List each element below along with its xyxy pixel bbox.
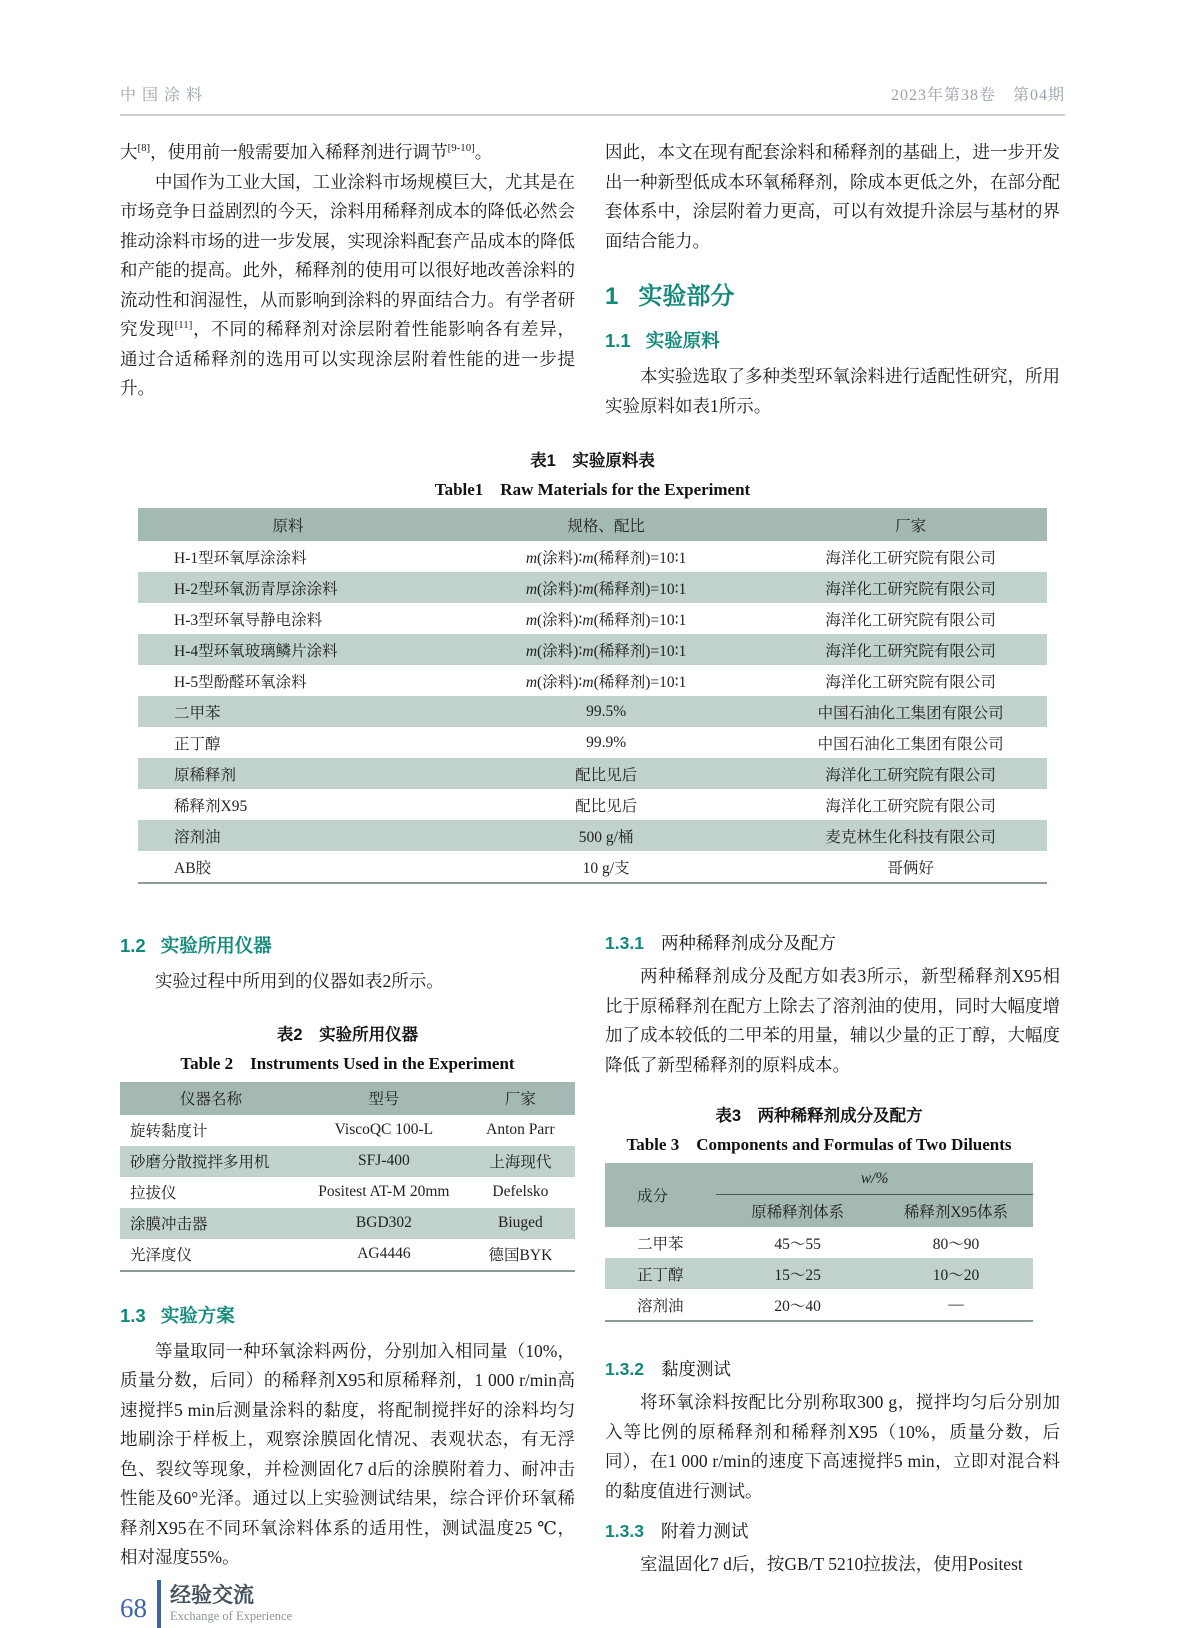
section-heading-1-1: [605, 327, 1060, 353]
table-cell: 15～25: [716, 1258, 879, 1289]
table1-caption: [138, 447, 1047, 500]
section-heading-1-3-2: [605, 1356, 1060, 1381]
paragraph: 本实验选取了多种类型环氧涂料进行适配性研究，所用实验原料如表1所示。: [605, 366, 1060, 416]
table-cell: 海洋化工研究院有限公司: [825, 797, 996, 815]
page-footer: [120, 1580, 1065, 1628]
table2-caption-en: Table 2 Instruments Used in the Experiment: [180, 1053, 515, 1073]
table-cell: 海洋化工研究院有限公司: [774, 758, 1047, 789]
footer-column-zh: 经验交流: [170, 1583, 254, 1607]
top-columns: [120, 138, 1065, 421]
table-cell: 德国BYK: [488, 1247, 553, 1264]
table-row: [138, 696, 1047, 727]
table-row: [605, 1227, 1033, 1258]
table-row: [138, 820, 1047, 851]
table-cell: 10 g/支: [582, 859, 630, 877]
table3-caption-zh: 表3 两种稀释剂成分及配方: [715, 1107, 923, 1125]
footer-column-en: Exchange of Experience: [170, 1608, 293, 1623]
section-number: 1.1: [605, 330, 631, 351]
table-cell: H-5型酚醛环氧涂料: [174, 673, 307, 691]
table-cell: 旋转黏度计: [130, 1123, 208, 1140]
section-number: 1.3.1: [605, 933, 644, 953]
section-number: 1.3.2: [605, 1359, 644, 1379]
table-cell: 45～55: [774, 1235, 821, 1253]
issue-info: 2023年第38卷 第04期: [890, 87, 1065, 104]
journal-name: 中国涂料: [120, 87, 209, 104]
section-title: 黏度测试: [660, 1359, 731, 1379]
table-cell: H-4型环氧玻璃鳞片涂料: [138, 634, 438, 665]
column-header: 厂家: [466, 1082, 575, 1115]
table-cell: 海洋化工研究院有限公司: [825, 549, 996, 567]
table-cell: 二甲苯: [138, 696, 438, 727]
table3: [605, 1163, 1033, 1322]
table-cell: 涂膜冲击器: [120, 1208, 302, 1239]
paragraph: 将环氧涂料按配比分别称取300 g，搅拌均匀后分别加入等比例的原稀释剂和稀释剂X95（10%，质量分数，后同），在1 000 r/min的速度下高速搅拌5 min，立即对混合料的黏度值进行测试。: [605, 1392, 1060, 1501]
table-row: [605, 1289, 1033, 1321]
table-cell: ViscoQC 100-L: [334, 1121, 434, 1138]
table-cell: 配比见后: [575, 797, 638, 815]
section-number: 1.3: [120, 1304, 146, 1326]
table-cell: 中国石油化工集团有限公司: [774, 696, 1047, 727]
table-cell: 海洋化工研究院有限公司: [825, 611, 996, 629]
section-title: 附着力测试: [660, 1521, 749, 1541]
column-header: 型号: [302, 1082, 466, 1115]
table-cell: Biuged: [466, 1208, 575, 1239]
section-number: 1.3.3: [605, 1521, 644, 1541]
table-cell: 海洋化工研究院有限公司: [774, 572, 1047, 603]
table-cell: 海洋化工研究院有限公司: [774, 634, 1047, 665]
page-number: 68: [120, 1593, 147, 1623]
table-cell: 500 g/桶: [438, 820, 774, 851]
table-cell: 拉拔仪: [130, 1185, 177, 1202]
table-cell: 20～40: [774, 1297, 821, 1315]
paragraph: 等量取同一种环氧涂料两份，分别加入相同量（10%，质量分数，后同）的稀释剂X95和原稀释剂，1 000 r/min高速搅拌5 min后测量涂料的黏度，将配制搅拌好的涂料均匀地刷涂于样板上，观察涂膜固化情况、表观状态，有无浮色、裂纹等现象，并检测固化7 d后的涂膜附着力、耐冲击性能及60°光泽。通过以上实验测试结果，综合评价环氧稀释剂X95在不同环氧涂料体系的适用性，测试温度25 ℃，相对湿度55%。: [120, 1340, 575, 1567]
table-row: [138, 851, 1047, 883]
section-heading-1-2: [120, 932, 575, 958]
footer-column-title: [170, 1584, 292, 1624]
table-cell: 上海现代: [466, 1146, 575, 1177]
table-row: [138, 572, 1047, 603]
column-header-w-percent: w/%: [716, 1163, 1033, 1195]
table-cell: SFJ-400: [302, 1146, 466, 1177]
table-cell: 砂磨分散搅拌多用机: [120, 1146, 302, 1177]
table-cell: H-3型环氧导静电涂料: [174, 611, 323, 629]
column-header: 仪器名称: [120, 1082, 302, 1115]
section-title: 两种稀释剂成分及配方: [660, 933, 836, 953]
table-cell: —: [948, 1295, 964, 1313]
table-cell: Defelsko: [492, 1183, 549, 1200]
table-row: [138, 541, 1047, 572]
paragraph: 因此，本文在现有配套涂料和稀释剂的基础上，进一步开发出一种新型低成本环氧稀释剂，除成本更低之外，在部分配套体系中，涂层附着力更高，可以有效提升涂层与基材的界面结合能力。: [605, 142, 1060, 251]
table-row: [138, 634, 1047, 665]
table-row: [138, 727, 1047, 758]
table-row: [120, 1146, 575, 1177]
left-column-bottom: [120, 910, 575, 1580]
paragraph: 中国作为工业大国，工业涂料市场规模巨大，尤其是在市场竞争日益剧烈的今天，涂料用稀释剂成本的降低必然会推动涂料市场的进一步发展，实现涂料配套产品成本的降低和产能的提高。此外，稀释剂的使用可以很好地改善涂料的流动性和润湿性，从而影响到涂料的界面结合力。有学者研究发现[11]，不同的稀释剂对涂层附着性能影响各有差异，通过合适稀释剂的选用可以实现涂层附着性能的进一步提升。: [120, 171, 576, 398]
table1-caption-en: Table1 Raw Materials for the Experiment: [434, 480, 751, 499]
table-cell: m(涂料)∶m(稀释剂)=10∶1: [438, 572, 774, 603]
section-title: 实验原料: [645, 330, 720, 351]
table-cell: 80～90: [932, 1235, 980, 1253]
column-header: 规格、配比: [438, 508, 774, 541]
section-heading-1-3-3: [605, 1518, 1060, 1543]
table-cell: 海洋化工研究院有限公司: [825, 673, 996, 691]
table-header-row: [138, 508, 1047, 541]
table-cell: m(涂料)∶m(稀释剂)=10∶1: [525, 673, 687, 691]
section-number: 1: [605, 283, 619, 310]
column-header-component: 成分: [605, 1163, 716, 1227]
section-title: 实验部分: [638, 283, 735, 310]
table-cell: 正丁醇: [174, 735, 221, 753]
table-cell: 99.5%: [438, 696, 774, 727]
table-row: [138, 758, 1047, 789]
column-header: 厂家: [774, 508, 1047, 541]
running-head: [120, 82, 1065, 116]
table-cell: m(涂料)∶m(稀释剂)=10∶1: [438, 634, 774, 665]
section-title: 实验方案: [160, 1304, 235, 1326]
table-cell: 99.9%: [586, 733, 627, 751]
column-header-original-diluent: 原稀释剂体系: [716, 1195, 879, 1228]
table-cell: 麦克林生化科技有限公司: [774, 820, 1047, 851]
column-header-x95-diluent: 稀释剂X95体系: [879, 1195, 1033, 1228]
table-cell: H-2型环氧沥青厚涂涂料: [138, 572, 438, 603]
table-cell: 正丁醇: [605, 1258, 716, 1289]
table-cell: m(涂料)∶m(稀释剂)=10∶1: [525, 611, 687, 629]
section-heading-1-3: [120, 1302, 575, 1328]
section-number: 1.2: [120, 935, 146, 956]
table-row: [120, 1208, 575, 1239]
right-column-bottom: [605, 910, 1060, 1580]
section-heading-1-3-1: [605, 930, 1060, 955]
table-cell: 溶剂油: [637, 1297, 684, 1315]
table3-block: [605, 1102, 1033, 1322]
table3-caption: [605, 1102, 1033, 1155]
table2-caption-zh: 表2 实验所用仪器: [276, 1025, 419, 1044]
table-row: [120, 1177, 575, 1208]
paragraph: 两种稀释剂成分及配方如表3所示，新型稀释剂X95相比于原稀释剂在配方上除去了溶剂油的使用，同时大幅度增加了成本较低的二甲苯的用量，辅以少量的正丁醇，大幅度降低了新型稀释剂的原料成本。: [605, 966, 1060, 1075]
paragraph: 室温固化7 d后，按GB/T 5210拉拔法，使用Positest: [640, 1554, 1023, 1574]
table1-caption-zh: 表1 实验原料表: [530, 452, 655, 470]
table-row: [605, 1258, 1033, 1289]
table-cell: BGD302: [302, 1208, 466, 1239]
paragraph: 大[8]，使用前一般需要加入稀释剂进行调节[9-10]。: [120, 142, 493, 162]
left-column-top: [120, 138, 575, 421]
table-row: [120, 1115, 575, 1146]
table1: [138, 508, 1047, 884]
table-cell: 光泽度仪: [130, 1247, 193, 1264]
table-cell: 溶剂油: [138, 820, 438, 851]
table-cell: 哥俩好: [887, 859, 934, 877]
table2-block: [120, 1021, 575, 1272]
table-cell: 稀释剂X95: [174, 797, 248, 815]
table-cell: 中国石油化工集团有限公司: [817, 735, 1004, 753]
table2-caption: [120, 1021, 575, 1074]
table-row: [138, 789, 1047, 820]
table1-block: [138, 421, 1047, 884]
column-header: 原料: [138, 508, 438, 541]
table-cell: Anton Parr: [486, 1121, 555, 1138]
table3-caption-en: Table 3 Components and Formulas of Two Diluents: [626, 1135, 1012, 1154]
table-cell: H-1型环氧厚涂涂料: [174, 549, 307, 567]
table-cell: AB胶: [174, 859, 212, 877]
table-cell: 10～20: [879, 1258, 1033, 1289]
bottom-columns: [120, 910, 1065, 1580]
table-cell: m(涂料)∶m(稀释剂)=10∶1: [525, 549, 687, 567]
table-cell: Positest AT-M 20mm: [318, 1183, 450, 1200]
right-column-top: [605, 138, 1060, 421]
footer-divider-bar: [157, 1580, 161, 1628]
table-row: [138, 665, 1047, 696]
table-header-row: [120, 1082, 575, 1115]
paragraph: 实验过程中所用到的仪器如表2所示。: [155, 971, 444, 991]
section-title: 实验所用仪器: [160, 935, 272, 956]
section-heading-1: [605, 276, 1060, 311]
table-row: [120, 1239, 575, 1271]
table-cell: 配比见后: [438, 758, 774, 789]
table-cell: 原稀释剂: [138, 758, 438, 789]
table-cell: AG4446: [357, 1245, 411, 1262]
table-cell: 二甲苯: [637, 1235, 684, 1253]
table2: [120, 1082, 575, 1272]
table-row: [138, 603, 1047, 634]
